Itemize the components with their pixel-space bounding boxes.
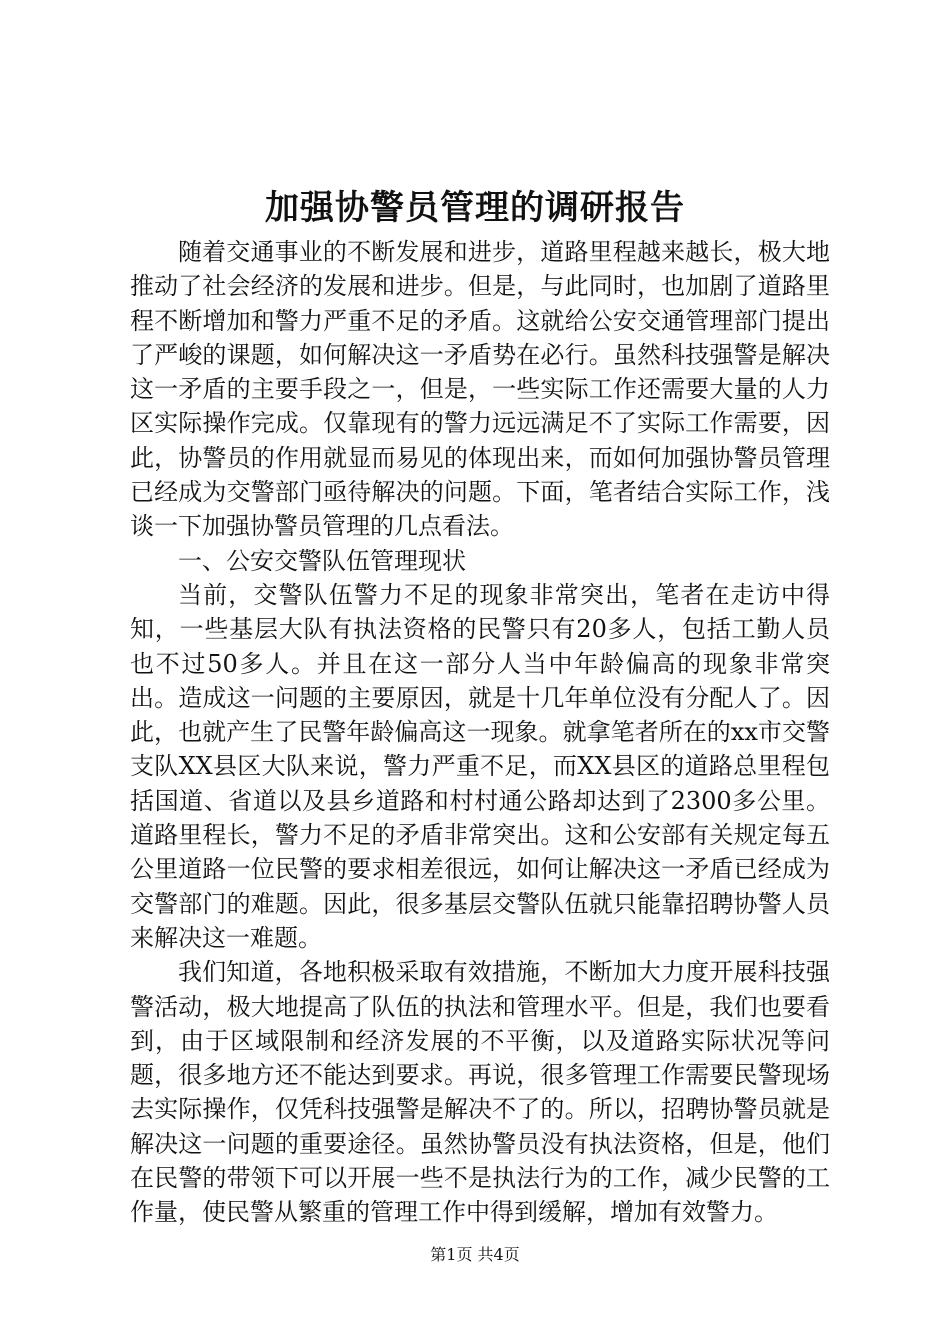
intro-paragraph: 随着交通事业的不断发展和进步，道路里程越来越长，极大地推动了社会经济的发展和进步。但是，与此同时，也加剧了道路里程不断增加和警力严重不足的矛盾。这就给公安交通管理部门提出了严峻的课题，如何解决这一矛盾势在必行。虽然科技强警是解决这一矛盾的主要手段之一，但是，一些实际工作还需要大量的人力区实际操作完成。仅靠现有的警力远远满足不了实际工作需要，因此，协警员的作用就显而易见的体现出来，而如何加强协警员管理已经成为交警部门亟待解决的问题。下面，笔者结合实际工作，浅谈一下加强协警员管理的几点看法。 bbox=[130, 238, 830, 541]
body-paragraph: 当前，交警队伍警力不足的现象非常突出，笔者在走访中得知，一些基层大队有执法资格的民警只有20多人，包括工勤人员也不过50多人。并且在这一部分人当中年龄偏高的现象非常突出。造成这一问题的主要原因，就是十几年单位没有分配人了。因此，也就产生了民警年龄偏高这一现象。就拿笔者所在的xx市交警支队XX县区大队来说，警力严重不足，而XX县区的道路总里程包括国道、省道以及县乡道路和村村通公路却达到了2300多公里。道路里程长，警力不足的矛盾非常突出。这和公安部有关规定每五公里道路一位民警的要求相差很远，如何让解决这一矛盾已经成为交警部门的难题。因此，很多基层交警队伍就只能靠招聘协警人员来解决这一难题。 bbox=[130, 580, 830, 952]
section-heading: 一、公安交警队伍管理现状 bbox=[178, 546, 466, 575]
document-body bbox=[130, 235, 830, 1230]
page-number-footer: 第1页 共4页 bbox=[430, 1245, 520, 1264]
document-title: 加强协警员管理的调研报告 bbox=[265, 188, 685, 228]
body-paragraph: 我们知道，各地积极采取有效措施，不断加大力度开展科技强警活动，极大地提高了队伍的执法和管理水平。但是，我们也要看到，由于区域限制和经济发展的不平衡，以及道路实际状况等问题，很多地方还不能达到要求。再说，很多管理工作需要民警现场去实际操作，仅凭科技强警是解决不了的。所以，招聘协警员就是解决这一问题的重要途径。虽然协警员没有执法资格，但是，他们在民警的带领下可以开展一些不是执法行为的工作，减少民警的工作量，使民警从繁重的管理工作中得到缓解，增加有效警力。 bbox=[130, 958, 830, 1227]
